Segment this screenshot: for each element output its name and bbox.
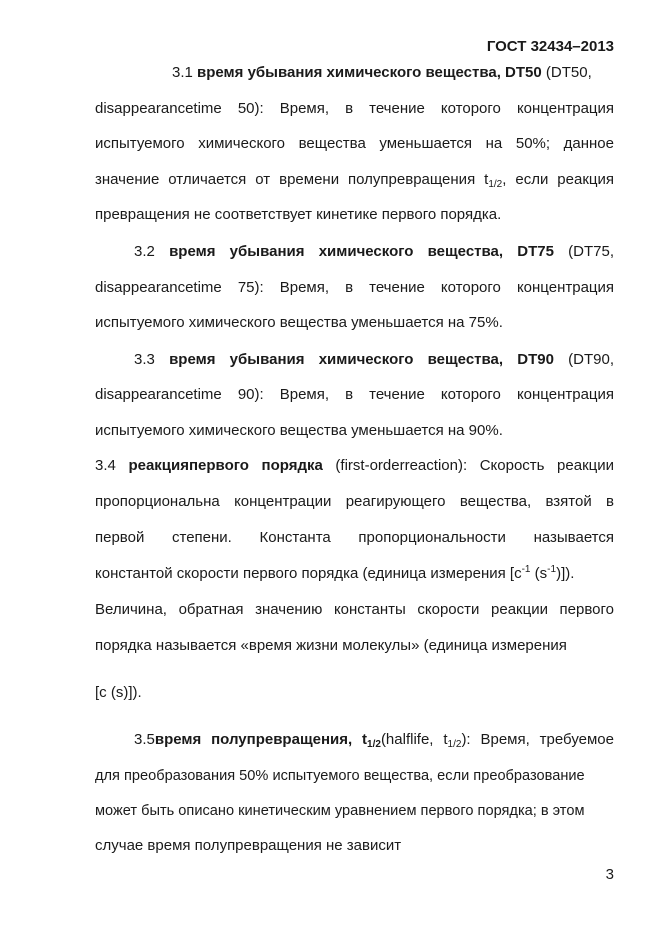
section-3-1-line-2: disappearancetime 50): Время, в течение которого концентрация bbox=[95, 100, 614, 117]
standard-header: ГОСТ 32434–2013 bbox=[486, 38, 614, 55]
section-3-2-line-1: 3.2 время убывания химического вещества, DT75 (DT75, bbox=[134, 243, 614, 260]
section-3-1-term: время убывания химического вещества, DT50 bbox=[197, 64, 542, 81]
section-3-5-term: время полупревращения, $t_{1/2}$ bbox=[154, 731, 381, 750]
section-3-5-line-4: случае время полупревращения не зависит bbox=[95, 837, 402, 854]
section-3-5-line-3: может быть описано кинетическим уравнением первого порядка; в этом bbox=[95, 803, 585, 819]
section-3-4-line-2: пропорциональна концентрации реагирующего вещества, взятой в bbox=[95, 493, 614, 510]
section-3-4-line-3: первой степени. Константа пропорциональности называется bbox=[95, 529, 614, 546]
section-3-3-term: время убывания химического вещества, DT90 bbox=[169, 351, 554, 368]
section-3-5-line-2: для преобразования 50% испытуемого вещества, если преобразование bbox=[95, 768, 585, 784]
section-3-1-line-5: превращения не соответствует кинетике первого порядка. bbox=[95, 206, 502, 223]
section-3-2-term: время убывания химического вещества, DT75 bbox=[169, 243, 554, 260]
section-3-2-line-2: disappearancetime 75): Время, в течение которого концентрация bbox=[95, 279, 614, 296]
section-3-1-line-1: 3.1 время убывания химического вещества, DT50 (DT50, bbox=[172, 64, 592, 81]
section-3-4-line-4: константой скорости первого порядка (единица измерения [$с^{-1}$ $(s^{-1})$]). bbox=[95, 564, 575, 582]
section-3-3-line-1: 3.3 время убывания химического вещества, DT90 (DT90, bbox=[134, 351, 614, 368]
section-3-1-line-3: испытуемого химического вещества уменьшается на 50%; данное bbox=[95, 135, 614, 152]
section-3-4-term: реакцияпервого порядка bbox=[128, 457, 323, 474]
page-number: 3 bbox=[605, 866, 614, 883]
section-3-5-line-1: 3.5время полупревращения, $t_{1/2}(halflife$, $t_{1/2}$): Время, требуемое bbox=[134, 731, 614, 750]
section-3-2-line-3: испытуемого химического вещества уменьшается на 75%. bbox=[95, 314, 503, 331]
section-3-4-line-5: Величина, обратная значению константы скорости реакции первого bbox=[95, 601, 614, 618]
section-3-4-line-7: [с (s)]). bbox=[95, 684, 142, 701]
section-3-4-line-1: 3.4 реакцияпервого порядка (first-orderreaction): Скорость реакции bbox=[95, 457, 614, 474]
section-3-3-line-2: disappearancetime 90): Время, в течение которого концентрация bbox=[95, 386, 614, 403]
section-3-4-line-6: порядка называется «время жизни молекулы» (единица измерения bbox=[95, 637, 567, 654]
section-3-3-line-3: испытуемого химического вещества уменьшается на 90%. bbox=[95, 422, 503, 439]
section-3-1-line-4: значение отличается от времени полупревращения $t_{1/2}$, если реакция bbox=[95, 171, 614, 190]
